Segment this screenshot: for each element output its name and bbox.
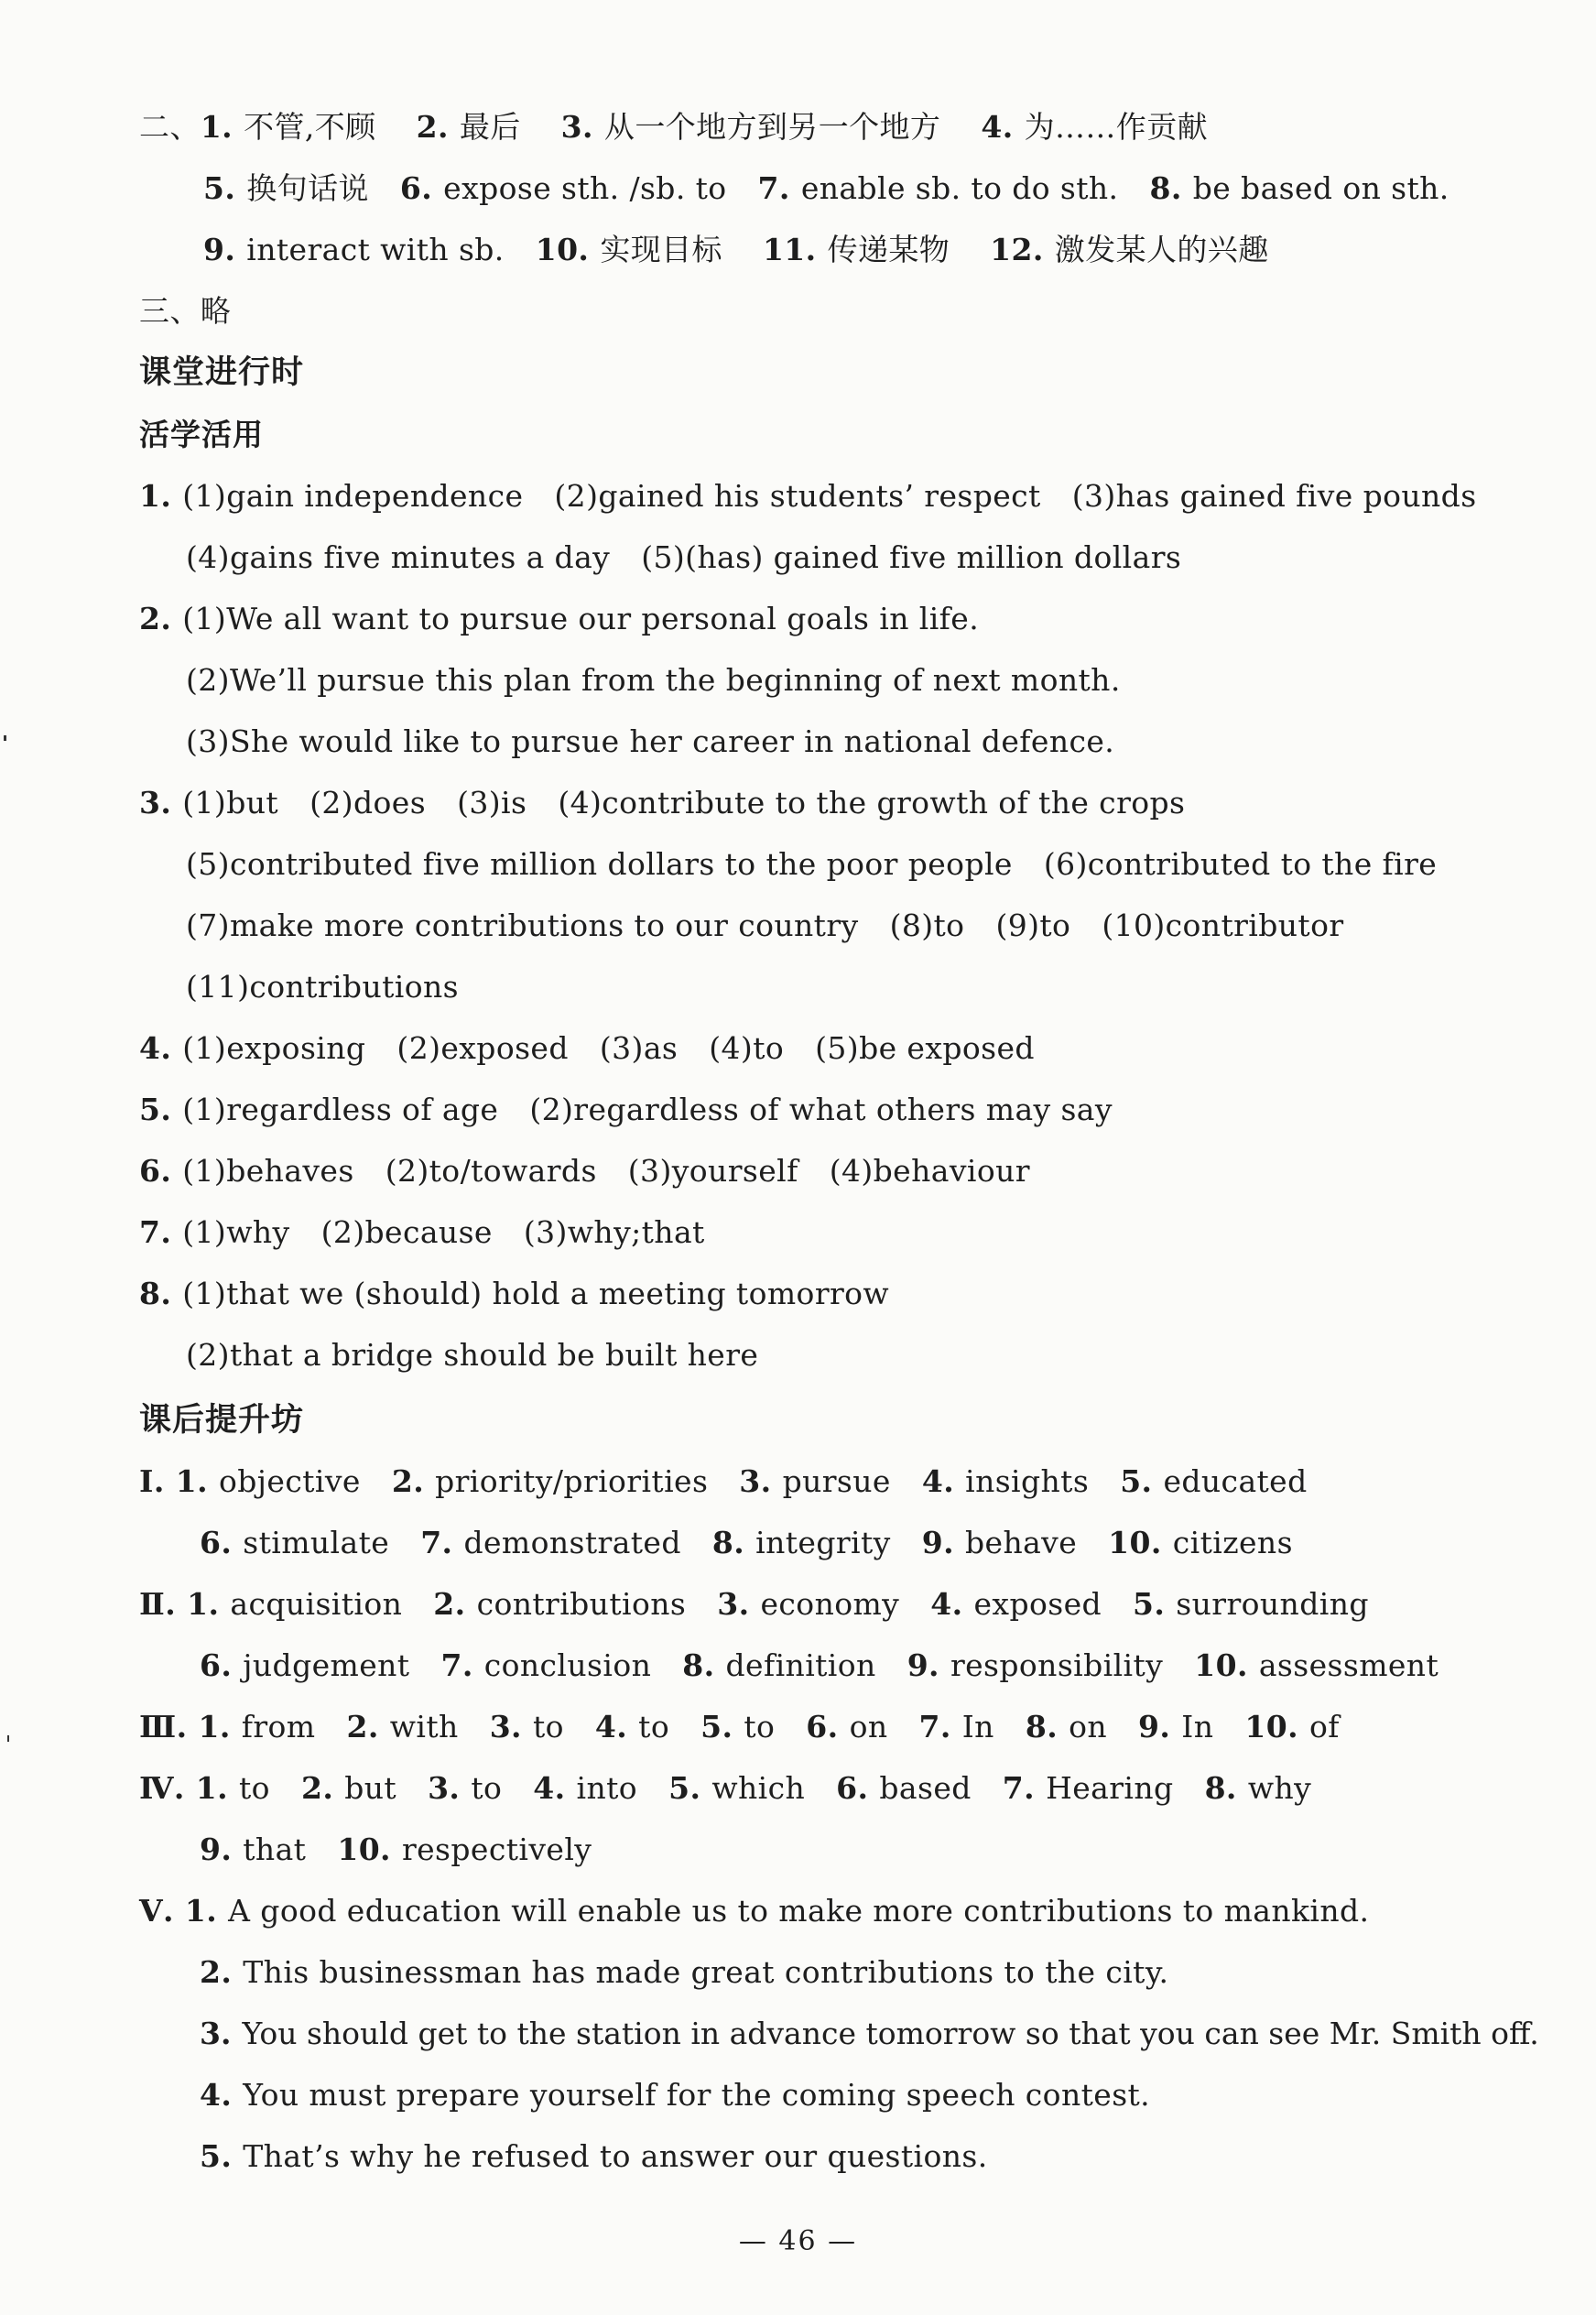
part3-line1: Ⅲ. 1. from 2. with 3. to 4. to 5. to 6. on 7. In 8. on 9. In 10. of — [139, 1709, 1340, 1744]
section-label: 二、 — [139, 109, 201, 145]
q7-line: 7. (1)why (2)because (3)why;that — [139, 1214, 705, 1250]
q1-line2: (4)gains five minutes a day (5)(has) gained five million dollars — [186, 539, 1182, 575]
heading-classroom: 课堂进行时 — [139, 354, 305, 391]
heading-after-class: 课后提升坊 — [139, 1402, 305, 1439]
q2-line3: (3)She would like to pursue her career in national defence. — [186, 723, 1115, 759]
q8-line2: (2)that a bridge should be built here — [186, 1337, 759, 1373]
page-number: — 46 — — [738, 2225, 858, 2257]
q2-line2: (2)We’ll pursue this plan from the beginning of next month. — [186, 662, 1121, 698]
q3-line2: (5)contributed five million dollars to the poor people (6)contributed to the fire — [186, 846, 1438, 882]
q2-line1: 2. (1)We all want to pursue our personal goals in life. — [139, 601, 980, 636]
q8-line1: 8. (1)that we (should) hold a meeting tomorrow — [139, 1276, 890, 1311]
scan-mark — [7, 1735, 9, 1742]
part1-line1: Ⅰ. 1. objective 2. priority/priorities 3. pursue 4. insights 5. educated — [139, 1463, 1308, 1499]
section2-line1: 二、1. 不管,不顾 2. 最后 3. 从一个地方到另一个地方 4. 为……作贡献 — [139, 109, 1208, 145]
part5-line5: 5. That’s why he refused to answer our questions. — [200, 2138, 988, 2174]
q3-line4: (11)contributions — [186, 969, 459, 1005]
q3-line3: (7)make more contributions to our country (8)to (9)to (10)contributor — [186, 908, 1344, 943]
part4-line2: 9. that 10. respectively — [200, 1831, 592, 1867]
section3-line: 三、略 — [139, 293, 232, 329]
q1-line1: 1. (1)gain independence (2)gained his students’ respect (3)has gained five pounds — [139, 478, 1477, 514]
section2-line2: 5. 换句话说 6. expose sth. /sb. to 7. enable sb. to do sth. 8. be based on sth. — [203, 170, 1449, 206]
q5-line: 5. (1)regardless of age (2)regardless of what others may say — [139, 1092, 1113, 1127]
scan-mark — [4, 735, 6, 741]
part2-line1: Ⅱ. 1. acquisition 2. contributions 3. economy 4. exposed 5. surrounding — [139, 1586, 1369, 1622]
part5-line3: 3. You should get to the station in advance tomorrow so that you can see Mr. Smith off. — [200, 2016, 1539, 2051]
subheading-practice: 活学活用 — [139, 417, 264, 452]
q3-line1: 3. (1)but (2)does (3)is (4)contribute to the growth of the crops — [139, 785, 1186, 821]
part4-line1: Ⅳ. 1. to 2. but 3. to 4. into 5. which 6. based 7. Hearing 8. why — [139, 1770, 1312, 1806]
part5-line4: 4. You must prepare yourself for the coming speech contest. — [200, 2077, 1151, 2113]
part5-line1: Ⅴ. 1. A good education will enable us to make more contributions to mankind. — [139, 1893, 1370, 1929]
part5-line2: 2. This businessman has made great contributions to the city. — [200, 1954, 1169, 1990]
part1-line2: 6. stimulate 7. demonstrated 8. integrity 9. behave 10. citizens — [200, 1525, 1293, 1560]
q6-line: 6. (1)behaves (2)to/towards (3)yourself (4)behaviour — [139, 1153, 1030, 1189]
part2-line2: 6. judgement 7. conclusion 8. definition 9. responsibility 10. assessment — [200, 1647, 1439, 1683]
q4-line: 4. (1)exposing (2)exposed (3)as (4)to (5)be exposed — [139, 1030, 1035, 1066]
section2-line3: 9. interact with sb. 10. 实现目标 11. 传递某物 12. 激发某人的兴趣 — [203, 232, 1269, 267]
